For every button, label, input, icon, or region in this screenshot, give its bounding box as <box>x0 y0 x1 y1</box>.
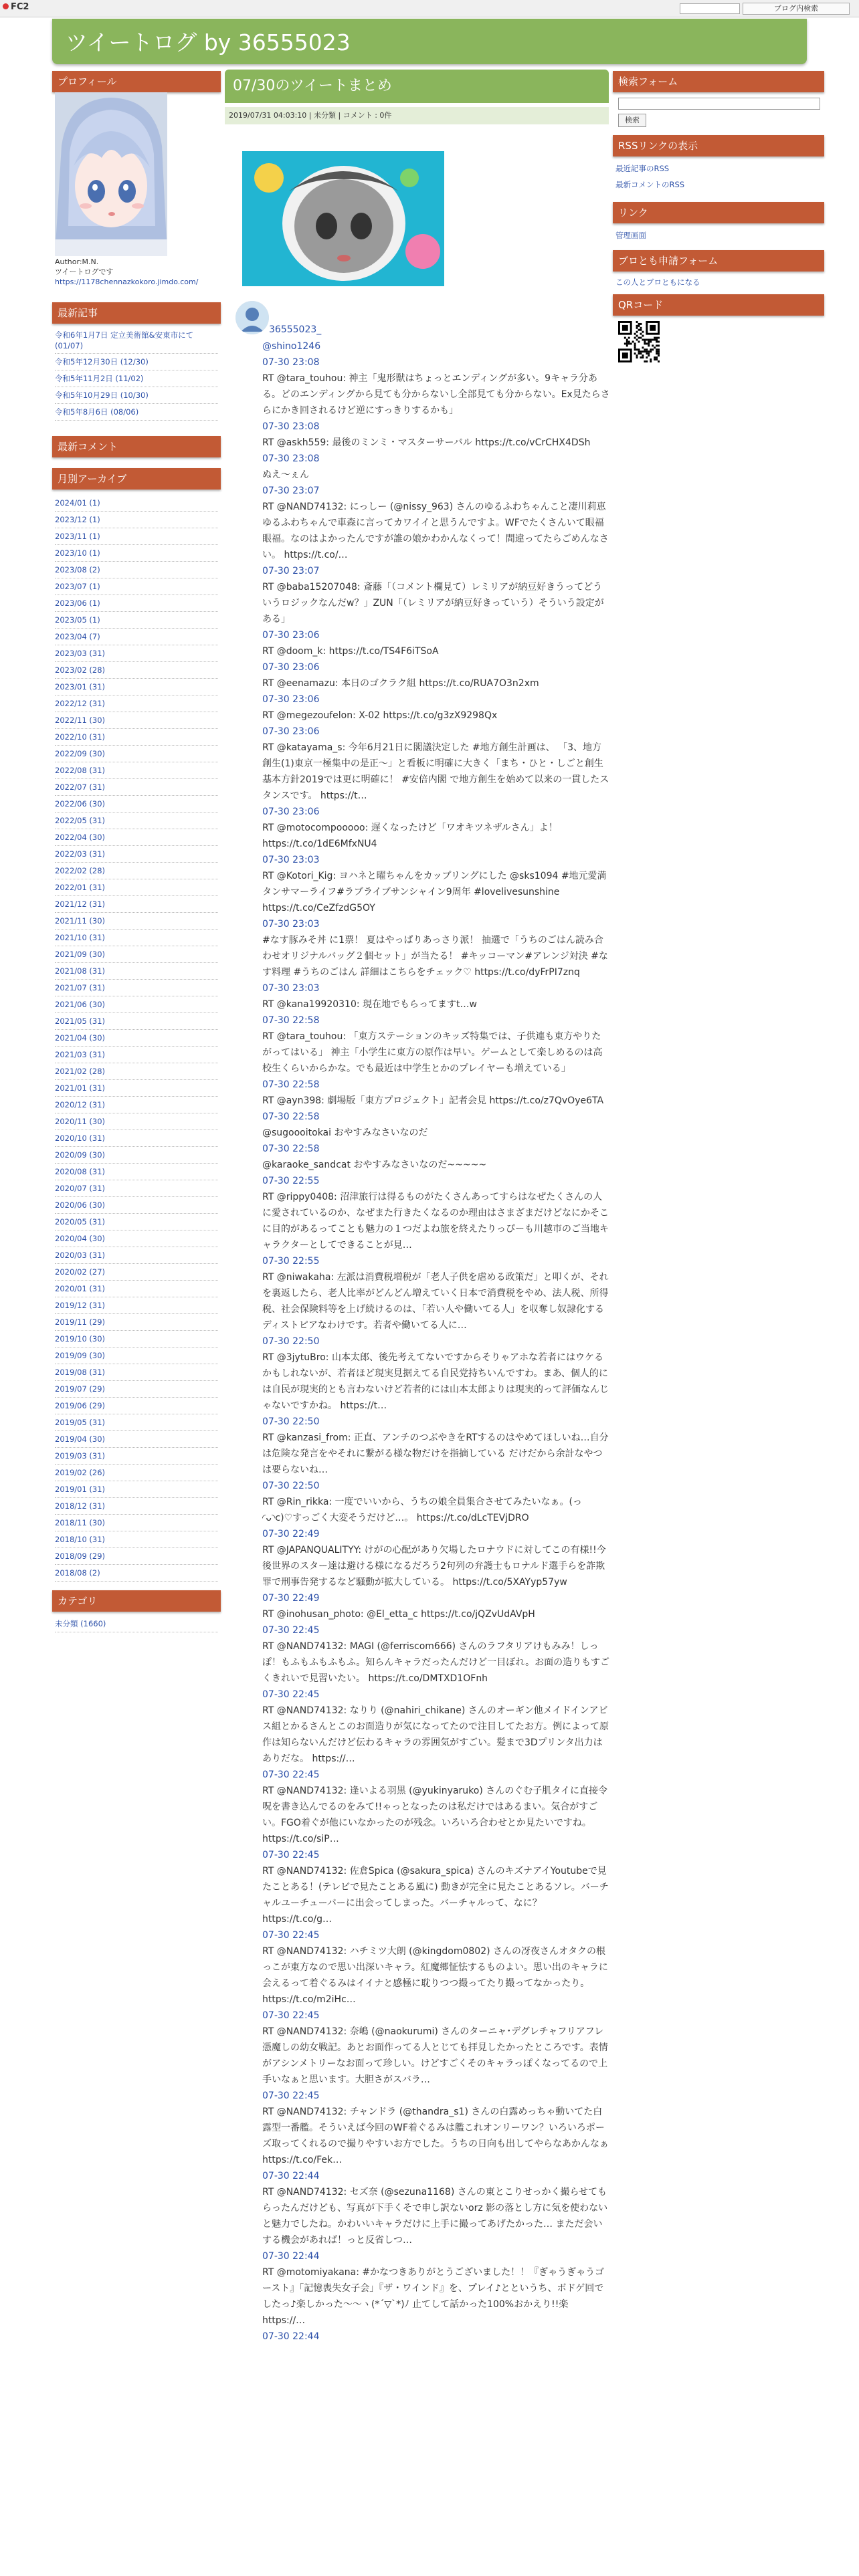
profile-url[interactable]: https://1178chennazkokoro.jimdo.com/ <box>55 278 199 286</box>
tweet-item <box>262 483 610 563</box>
qr-code-image <box>618 321 660 362</box>
tweet-text: RT @niwakaha: 左派は消費税増税が「老人子供を虐める政策だ」と叩くが、それを裏返したら、老人比率がどんどん増えていく日本で消費税をやめ、法人税、所得税、社会保険料等を上げ続けるのは、「若い人や働いてる人」を収奪し奴隷化するディストピアなわけです。若者や働いてる人に… <box>262 1272 609 1331</box>
tweet-timestamp[interactable]: 07-30 22:49 <box>262 1529 320 1539</box>
tweet-item <box>262 2168 610 2248</box>
archive-item[interactable]: 2020/11 (30) <box>55 1113 218 1130</box>
tweet-timestamp[interactable]: 07-30 23:08 <box>262 357 320 368</box>
fc2-logo-text: FC2 <box>11 2 29 12</box>
tweet-timestamp[interactable]: 07-30 22:44 <box>262 2171 320 2181</box>
tweet-item <box>262 1847 610 1927</box>
archive-item[interactable]: 2021/10 (31) <box>55 930 218 946</box>
archive-item[interactable]: 2019/01 (31) <box>55 1481 218 1498</box>
archive-list <box>55 495 218 1582</box>
tweet-item <box>262 1478 610 1526</box>
tweet-timestamp[interactable]: 07-30 22:50 <box>262 1481 320 1491</box>
recent-post-item[interactable]: 令和5年12月30日 (12/30) <box>55 354 218 370</box>
archive-item[interactable]: 2018/12 (31) <box>55 1498 218 1515</box>
tweet-item <box>262 1173 610 1253</box>
search-button[interactable]: 検索 <box>618 114 646 127</box>
author-name[interactable]: 36555023_ <box>269 324 322 335</box>
rss-title: RSSリンクの表示 <box>613 135 824 156</box>
archive-item[interactable]: 2020/04 (30) <box>55 1230 218 1247</box>
archive-item[interactable]: 2020/09 (30) <box>55 1147 218 1164</box>
tweet-text: RT @NAND74132: なりり (@nahiri_chikane) さんのオーギン他メイドインアビス組とかるさんとこのお面造りが気になってたので注目してたお方。例によって原作は知らないんだけど伝わるキャラの雰囲気がすごい。髪まで3Dプリンタ出力はありだな。 https://… <box>262 1705 609 1764</box>
archive-item[interactable]: 2020/12 (31) <box>55 1097 218 1113</box>
tweet-text: RT @motomiyakana: #かなつきありがとうございました！！『ぎゃうぎゃうゴースト』「記憶喪失女子会」『ザ・ワインド』を、プレイ♪とというち、ボドゲ回でしたっ♪楽しかった〜〜ヽ(*´▽`*)ﾉ 止てして話かった100%おかえり!!楽 https://… <box>262 2267 605 2326</box>
entry-meta: 2019/07/31 04:03:10 | 未分類 | コメント : 0件 <box>225 107 609 124</box>
archive-item[interactable]: 2019/02 (26) <box>55 1465 218 1481</box>
search-input[interactable] <box>618 98 820 110</box>
profile-description: ツイートログです <box>55 267 114 276</box>
admin-link[interactable]: 管理画面 <box>615 231 646 240</box>
tweet-text: ぬえ〜ぇん <box>262 469 309 480</box>
tweet-timestamp[interactable]: 07-30 22:45 <box>262 1769 320 1780</box>
tweet-text: RT @NAND74132: チャンドラ (@thandra_s1) さんの白露めっちゃ動いてた白露型一番艦。そういえば今回のWF着ぐるみは艦これオンリーワン？いろいろポーズ取ってくれるので撮りやすいお方でした。うちの日向も出してやらなあかんなぁ https://t.co/Fek… <box>262 2107 609 2165</box>
tweet-timestamp[interactable]: 07-30 22:58 <box>262 1079 320 1090</box>
archive-item[interactable]: 2020/08 (31) <box>55 1164 218 1180</box>
fc2-topbar <box>0 0 859 17</box>
tweet-text: RT @eenamazu: 本日のゴクラク組 https://t.co/RUA7O3n2xm <box>262 678 539 689</box>
tweet-text: RT @motocompooooo: 遅くなったけど「ワオキツネザルさん」よ！ https://t.co/1dE6MfxNU4 <box>262 823 558 849</box>
tweet-text: RT @baba15207048: 斎藤「（コメント欄見て）レミリアが納豆好きうってどういうロジックなんだw？」ZUN「（レミリアが納豆好きっていう）そういう設定がある」 <box>262 582 604 625</box>
archive-item[interactable]: 2023/11 (1) <box>55 528 218 545</box>
tweet-item <box>262 1333 610 1414</box>
search-form-title: 検索フォーム <box>613 71 824 92</box>
tweet-text: RT @3jytuBro: 山本太郎、後先考えてないですからそりゃアホな若者にはウケるかもしれないが、若者ほど現実見据えてる自民党持ちいんですわ。まあ、個人的には自民が現実的とも言わないけど若者的には山本太郎よりは現実的って評価なんじゃないですかね。 https://t… <box>262 1352 609 1411</box>
tweet-text: RT @askh559: 最後のミンミ・マスターサーバル https://t.co/vCrCHX4DSh <box>262 437 591 448</box>
category-title: カテゴリ <box>52 1590 221 1612</box>
qr-code-title: QRコード <box>613 294 824 316</box>
archive-item[interactable]: 2020/07 (31) <box>55 1180 218 1197</box>
tweet-timestamp[interactable]: 07-30 22:44 <box>262 2331 320 2342</box>
tweet-item <box>262 1590 610 1622</box>
tweet-timestamp[interactable]: 07-30 23:06 <box>262 726 320 737</box>
tweet-text: RT @Rin_rikka: 一度でいいから、うちの娘全員集合させてみたいなぁ。(っ◜ᴗ◝c)♡すっごく大変そうだけど…。 https://t.co/dLcTEVjDRO <box>262 1497 583 1523</box>
tweet-text: RT @NAND74132: セズ奈 (@sezuna1168) さんの東とこりせっかく撮らせてもらったんだけども、写真が下手くそで申し訳ないorz 影の落とし方に気を使わないと魅力でしたね。かわいいキャラだけに上手に撮ってあげたかった… まただ会いする機会があれば！っと反省しつ… <box>262 2187 608 2246</box>
archive-item[interactable]: 2021/09 (30) <box>55 946 218 963</box>
tweet-item <box>262 1622 610 1687</box>
tweet-text: RT @NAND74132: 奈嶋 (@naokurumi) さんのターニャ･デグレチャフリアフレ憑魔しの幼女戦記。あとお面作ってる人とじても拝見したかったところです。表情がアシンメトリーなお面って珍しい。けどすごくそのキャラっぽくなってるので上手いなぁと思います。大胆さがスバラ… <box>262 2026 608 2085</box>
tweet-text: @karaoke_sandcat おやすみなさいなのだ~~~~~ <box>262 1160 487 1170</box>
tweet-text: RT @inohusan_photo: @El_etta_c https://t.co/jQZvUdAVpH <box>262 1609 535 1620</box>
archive-item[interactable]: 2021/08 (31) <box>55 963 218 980</box>
tweet-text: RT @Kotori_Kig: ヨハネと曜ちゃんをカップリングにした @sks1094 #地元愛満タンサマーライフ#ラブライブサンシャイン9周年 #lovelivesunshine https://t.co/CeZfzdG5OY <box>262 871 607 914</box>
archive-item[interactable]: 2019/05 (31) <box>55 1414 218 1431</box>
recent-posts-title: 最新記事 <box>52 302 221 324</box>
profile-avatar <box>55 92 167 256</box>
tweet-timestamp[interactable]: 07-30 22:44 <box>262 2251 320 2262</box>
archive-item[interactable]: 2019/09 (30) <box>55 1348 218 1364</box>
archive-item[interactable]: 2019/12 (31) <box>55 1297 218 1314</box>
archive-item[interactable]: 2018/08 (2) <box>55 1565 218 1582</box>
archive-item[interactable]: 2021/07 (31) <box>55 980 218 996</box>
tweet-item <box>262 1414 610 1478</box>
tweet-item <box>262 1687 610 1767</box>
tweet-text: RT @NAND74132: にっしー (@nissy_963) さんのゆるふわちゃんこと凄川莉恵ゆるふわちゃんで車森に言ってカワイイと思うんですよ。WFでたくさんいて眼福眼福。なのはよかったんですが誰の娘かわかんなくって！間違ってたらごめんなさい。 https://t.co/… <box>262 502 609 560</box>
tweet-text: RT @kanzasi_from: 正直、アンチのつぶやきをRTするのはやめてほしいね…自分は危険な発言をやそれに繋がる様な物だけを指摘している だけだから余計なやつは要らないね… <box>262 1432 609 1475</box>
archive-item[interactable]: 2019/06 (29) <box>55 1398 218 1414</box>
recent-posts-list <box>55 328 218 421</box>
archive-item[interactable]: 2021/04 (30) <box>55 1030 218 1047</box>
profile-author: Author:M.N. <box>55 257 99 266</box>
tweet-timestamp[interactable]: 07-30 22:45 <box>262 1689 320 1700</box>
archive-item[interactable]: 2020/03 (31) <box>55 1247 218 1264</box>
archive-item[interactable]: 2022/02 (28) <box>55 863 218 879</box>
tweet-item <box>262 2088 610 2168</box>
archive-item[interactable]: 2022/07 (31) <box>55 779 218 796</box>
author-handle[interactable]: @shino1246 <box>262 341 321 352</box>
tweet-timestamp[interactable]: 07-30 23:08 <box>262 453 320 464</box>
tweet-text: #なす豚みそ丼 に1票！ 夏はやっぱりあっさり派！ 抽選で「うちのごはん読み合わせオリジナルバッグ２個セット」が当たる！ #キッコーマン#アレンジ対決 #なす料理 #うちのごはん 詳細はこちらをチェック♡ https://t.co/dyFrPI7znq <box>262 935 608 978</box>
archive-item[interactable]: 2018/09 (29) <box>55 1548 218 1565</box>
tweet-item <box>262 627 610 659</box>
archive-item[interactable]: 2023/12 (1) <box>55 512 218 528</box>
fc2-blog-search-button[interactable]: ブログ内検索 <box>743 3 850 15</box>
tweet-item <box>262 1927 610 2008</box>
archive-item[interactable]: 2018/11 (30) <box>55 1515 218 1531</box>
tweet-item <box>262 2329 610 2345</box>
tweet-timestamp[interactable]: 07-30 23:06 <box>262 662 320 673</box>
rss-recent-comments-link[interactable]: 最新コメントのRSS <box>615 180 685 189</box>
tweet-text: RT @tara_touhou: 「東方ステーションのキッズ特集では、子供連も東方やりたがってはいる」 神主「小学生に東方の原作は早い。ゲームとして楽しめるのは高校生くらいからかな。でも最近は中学生とかのプレイヤーも増えている」 <box>262 1031 603 1074</box>
archive-item[interactable]: 2019/07 (29) <box>55 1381 218 1398</box>
tweet-item <box>262 980 610 1012</box>
archive-item[interactable]: 2023/07 (1) <box>55 578 218 595</box>
tweet-timestamp[interactable]: 07-30 22:58 <box>262 1111 320 1122</box>
tweet-item <box>262 724 610 804</box>
tweet-item <box>262 563 610 627</box>
tweet-text: RT @NAND74132: ハチミツ大朗 (@kingdom0802) さんの冴夜さんオタクの根っこが東方なので思い出深いキャラ。紅魔郷怔怯するものよい。思い出のキャラに会えるって着ぐるみはイイナと感極に耽りつつ撮ってたり撮ってなかったり。 https://t.co/m2iHc… <box>262 1946 608 2005</box>
recent-post-item[interactable]: 令和6年1月7日 定立美術館&安東市にて (01/07) <box>55 328 218 354</box>
archive-item[interactable]: 2021/12 (31) <box>55 896 218 913</box>
tweet-list <box>262 354 610 2345</box>
archive-item[interactable]: 2022/09 (30) <box>55 746 218 762</box>
tweet-timestamp[interactable]: 07-30 22:45 <box>262 1930 320 1941</box>
archive-item[interactable]: 2019/11 (29) <box>55 1314 218 1331</box>
tweet-item <box>262 2248 610 2329</box>
archive-item[interactable]: 2019/08 (31) <box>55 1364 218 1381</box>
tweet-timestamp[interactable]: 07-30 22:58 <box>262 1015 320 1026</box>
archive-item[interactable]: 2021/05 (31) <box>55 1013 218 1030</box>
archive-item[interactable]: 2021/02 (28) <box>55 1063 218 1080</box>
site-title[interactable]: ツイートログ by 36555023 <box>66 29 351 56</box>
tweet-item <box>262 691 610 724</box>
tweet-timestamp[interactable]: 07-30 23:07 <box>262 486 320 496</box>
tweet-timestamp[interactable]: 07-30 22:50 <box>262 1416 320 1427</box>
fc2-search-input[interactable] <box>680 3 740 14</box>
archive-item[interactable]: 2023/03 (31) <box>55 645 218 662</box>
archive-item[interactable]: 2022/12 (31) <box>55 695 218 712</box>
tweet-timestamp[interactable]: 07-30 22:45 <box>262 1850 320 1860</box>
entry-title[interactable]: 07/30のツイートまとめ <box>225 70 609 103</box>
friend-request-link[interactable]: この人とブロともになる <box>615 278 700 287</box>
archive-item[interactable]: 2021/06 (30) <box>55 996 218 1013</box>
tweet-timestamp[interactable]: 07-30 22:45 <box>262 2010 320 2021</box>
fc2-logo-icon <box>3 3 9 9</box>
rss-recent-posts-link[interactable]: 最近記事のRSS <box>615 164 670 173</box>
links-title: リンク <box>613 202 824 223</box>
archive-item[interactable]: 2023/02 (28) <box>55 662 218 679</box>
tweet-item <box>262 1253 610 1333</box>
tweet-item <box>262 916 610 980</box>
archive-item[interactable]: 2019/03 (31) <box>55 1448 218 1465</box>
archive-title: 月別アーカイブ <box>52 468 221 490</box>
profile-title: プロフィール <box>52 71 221 92</box>
tweet-text: RT @JAPANQUALITYY: けがの心配があり欠場したロナウドに対してこの有様!!今後世界のスター達は避ける様になるだろう2句列の弁護士もロナルド選手らを詐欺罪で刑事告発するなど騒動が拡大している。 https://t.co/5XAYyp57yw <box>262 1545 606 1588</box>
archive-item[interactable]: 2022/04 (30) <box>55 829 218 846</box>
archive-item[interactable]: 2022/01 (31) <box>55 879 218 896</box>
archive-item[interactable]: 2020/05 (31) <box>55 1214 218 1230</box>
archive-item[interactable]: 2024/01 (1) <box>55 495 218 512</box>
tweet-item <box>262 1012 610 1077</box>
tweet-text: RT @tara_touhou: 神主「鬼形獣はちょっとエンディングが多い。9キャラ分ある。どのエンディングから見ても分からないし全部見ても分からない。Ex見たらさらにかき回されるけど逆にすっきりするかも」 <box>262 373 610 416</box>
author-avatar[interactable] <box>235 301 269 334</box>
tweet-item <box>262 1109 610 1141</box>
tweet-item <box>262 1526 610 1590</box>
tweet-item <box>262 1077 610 1109</box>
tweet-text: RT @megezoufelon: X-02 https://t.co/g3zX9298Qx <box>262 710 498 721</box>
archive-item[interactable]: 2021/11 (30) <box>55 913 218 930</box>
archive-item[interactable]: 2022/06 (30) <box>55 796 218 813</box>
tweet-timestamp[interactable]: 07-30 23:03 <box>262 855 320 865</box>
tweet-text: RT @rippy0408: 沼津旅行は得るものがたくさんあってすらはなぜたくさんの人に愛されているのか、なぜまた行きたくなるのか理由はさまざまだけどなにかそこに目的があるってことも魅力の１つだよね旅を終えたりっぴーも川越市のご当地キャラクターとしてできることが見… <box>262 1192 609 1251</box>
category-list <box>55 1616 218 1632</box>
tweet-timestamp[interactable]: 07-30 23:08 <box>262 421 320 432</box>
tweet-timestamp[interactable]: 07-30 22:45 <box>262 1625 320 1636</box>
tweet-text: RT @NAND74132: MAGI (@ferriscom666) さんのラフタリアけもみみ！しっぽ！もふもふもふもふ。知らんキャラだったんだけど一目ぼれ。お面の造りもすごくきれいで見習いたい。 https://t.co/DMTXD1OFnh <box>262 1641 610 1684</box>
tweet-text: RT @katayama_s: 今年6月21日に閣議決定した #地方創生計画は、 「3、地方創生(1)東京一極集中の是正〜」と看板に明確に大きく「まち・ひと・しごと創生基本方針2019では更に明確に！ #安倍内閣 で地方創生を始めて以来の一貫したスタンスです。 https://t… <box>262 742 609 801</box>
archive-item[interactable]: 2023/01 (31) <box>55 679 218 695</box>
archive-item[interactable]: 2023/06 (1) <box>55 595 218 612</box>
recent-comments-title: 最新コメント <box>52 436 221 457</box>
tweet-item <box>262 804 610 852</box>
archive-item[interactable]: 2019/10 (30) <box>55 1331 218 1348</box>
entry-thumbnail <box>242 151 444 286</box>
tweet-item <box>262 354 610 419</box>
tweet-timestamp[interactable]: 07-30 23:03 <box>262 983 320 994</box>
tweet-timestamp[interactable]: 07-30 23:03 <box>262 919 320 930</box>
friend-request-title: ブロとも申請フォーム <box>613 250 824 272</box>
tweet-item <box>262 852 610 916</box>
tweet-item <box>262 451 610 483</box>
archive-item[interactable]: 2023/08 (2) <box>55 562 218 578</box>
recent-post-item[interactable]: 令和5年8月6日 (08/06) <box>55 404 218 421</box>
archive-item[interactable]: 2023/04 (7) <box>55 629 218 645</box>
tweet-text: RT @NAND74132: 佐倉Spica (@sakura_spica) さんのキズナアイYoutubeで見たことある！(テレビで見たことある風に) 動きが完全に見たことあるソレ。バーチャルユーチューバーに出会ってしまった。バーチャルって、なに？ https://t.co/g… <box>262 1866 609 1925</box>
archive-item[interactable]: 2021/01 (31) <box>55 1080 218 1097</box>
tweet-timestamp[interactable]: 07-30 22:45 <box>262 2090 320 2101</box>
tweet-text: @sugoooitokai おやすみなさいなのだ <box>262 1128 428 1138</box>
archive-item[interactable]: 2018/10 (31) <box>55 1531 218 1548</box>
tweet-timestamp[interactable]: 07-30 22:49 <box>262 1593 320 1604</box>
tweet-timestamp[interactable]: 07-30 23:06 <box>262 694 320 705</box>
archive-item[interactable]: 2023/10 (1) <box>55 545 218 562</box>
recent-post-item[interactable]: 令和5年11月2日 (11/02) <box>55 370 218 387</box>
archive-item[interactable]: 2022/11 (30) <box>55 712 218 729</box>
recent-post-item[interactable]: 令和5年10月29日 (10/30) <box>55 387 218 404</box>
tweet-timestamp[interactable]: 07-30 22:58 <box>262 1144 320 1154</box>
tweet-text: RT @kana19920310: 現在地でもらってますt…w <box>262 999 477 1010</box>
tweet-text: RT @doom_k: https://t.co/TS4F6iTSoA <box>262 646 439 657</box>
archive-item[interactable]: 2019/04 (30) <box>55 1431 218 1448</box>
archive-item[interactable]: 2021/03 (31) <box>55 1047 218 1063</box>
archive-item[interactable]: 2022/05 (31) <box>55 813 218 829</box>
tweet-item <box>262 659 610 691</box>
site-header <box>52 19 807 64</box>
archive-item[interactable]: 2022/03 (31) <box>55 846 218 863</box>
archive-item[interactable]: 2020/10 (31) <box>55 1130 218 1147</box>
tweet-timestamp[interactable]: 07-30 22:55 <box>262 1176 320 1186</box>
fc2-logo[interactable] <box>3 2 29 12</box>
tweet-timestamp[interactable]: 07-30 23:06 <box>262 807 320 817</box>
archive-item[interactable]: 2023/05 (1) <box>55 612 218 629</box>
category-item[interactable]: 未分類 (1660) <box>55 1616 218 1632</box>
tweet-item <box>262 419 610 451</box>
tweet-text: RT @NAND74132: 逢いよる羽黒 (@yukinyaruko) さんのぐむ子肌タイに直接令呪を書き込んでるのをみて!!ゃっとなったのは私だけではあるまい。気合がすごい。FGO着ぐが他にいなかったのが残念。いろいろ合わせとか見たいですね。 https://t.co/siP… <box>262 1786 607 1844</box>
archive-item[interactable]: 2020/01 (31) <box>55 1281 218 1297</box>
archive-item[interactable]: 2020/06 (30) <box>55 1197 218 1214</box>
archive-item[interactable]: 2022/08 (31) <box>55 762 218 779</box>
tweet-timestamp[interactable]: 07-30 23:07 <box>262 566 320 576</box>
tweet-item <box>262 2008 610 2088</box>
tweet-item <box>262 1141 610 1173</box>
tweet-timestamp[interactable]: 07-30 23:06 <box>262 630 320 641</box>
archive-item[interactable]: 2022/10 (31) <box>55 729 218 746</box>
archive-item[interactable]: 2020/02 (27) <box>55 1264 218 1281</box>
tweet-timestamp[interactable]: 07-30 22:50 <box>262 1336 320 1347</box>
tweet-timestamp[interactable]: 07-30 22:55 <box>262 1256 320 1267</box>
tweet-text: RT @ayn398: 劇場版「東方プロジェクト」記者会見 https://t.co/z7QvOye6TA <box>262 1095 604 1106</box>
tweet-item <box>262 1767 610 1847</box>
